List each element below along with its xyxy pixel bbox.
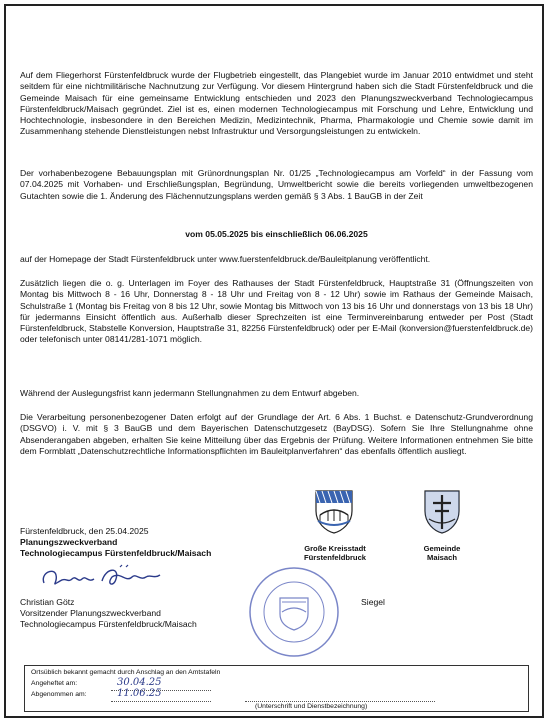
maisach-label-2: Maisach	[427, 553, 457, 562]
paragraph-inspection: Zusätzlich liegen die o. g. Unterlagen im Foyer des Rathauses der Stadt Fürstenfeldbruck, Hauptstraße 31 (Öffnungszeiten von Montag bis Mittwoch 8 - 16 Uhr, Donnerstag 8 - 18 Uhr und Freitag von 8 - 12 Uhr) sowie im Rathaus der Gemeinde Maisach, Schulstraße 1 (Montag bis Freitag von 8 bis 12 Uhr, sowie Montag bis Mittwoch von 13 bis 16 Uhr und donnerstags von 13 bis 18 Uhr) für jedermanns Einsicht öffentlich aus. Außerhalb dieser Sprechzeiten ist eine Terminvereinbarung entweder per Post (Stadt Fürstenfeldbruck, Stabstelle Konversion, Hauptstraße 31, 82256 Fürstenfeldbruck) oder per E-Mail (konversion@fuerstenfeldbruck.de) oder telefonisch unter 08141/281-1071 möglich.	[20, 278, 533, 345]
posting-title: Ortsüblich bekannt gemacht durch Anschlag an den Amtstafeln	[31, 669, 221, 676]
publication-period: vom 05.05.2025 bis einschließlich 06.06.2025	[185, 229, 368, 239]
org-line-1: Planungszweckverband	[20, 537, 118, 547]
removed-date: 11.06.25	[117, 688, 162, 699]
maisach-crest-icon	[423, 489, 461, 535]
paragraph-statements: Während der Auslegungsfrist kann jedermann Stellungnahmen zu dem Entwurf abgeben.	[20, 388, 360, 398]
fuerstenfeldbruck-label-2: Fürstenfeldbruck	[303, 553, 367, 562]
posted-date: 30.04.25	[117, 677, 162, 688]
official-stamp-icon	[246, 564, 342, 660]
signature-caption: (Unterschrift und Dienstbezeichnung)	[255, 703, 368, 710]
maisach-label-1: Gemeinde	[423, 544, 461, 553]
fuerstenfeldbruck-crest-icon	[314, 489, 354, 535]
paragraph-plan-description: Der vorhabenbezogene Bebauungsplan mit Grünordnungsplan Nr. 01/25 „Technologiecampus am Vorfeld“ in der Fassung vom 07.04.2025 mit Vorhaben- und Erschließungsplan, Begründung, Umweltbericht sowie die bereits vorliegenden umweltbezogenen Gutachten sowie die 1. Änderung des Flächennutzungsplans werden gemäß § 3 Abs. 1 BauGB in der Zeit	[20, 168, 533, 201]
signer-role-2: Technologiecampus Fürstenfeldbruck/Maisach	[20, 619, 197, 629]
paragraph-data-protection: Die Verarbeitung personenbezogener Daten erfolgt auf der Grundlage der Art. 6 Abs. 1 Buchst. e Datenschutz-Grundverordnung (DSGVO) i. V. mit § 3 BauGB und dem Bayerischen Datenschutzgesetz (BayDSG). Sofern Sie Ihre Stellungnahme ohne Absenderangaben abgeben, erhalten Sie keine Mitteilung über das Ergebnis der Prüfung. Weitere Informationen entnehmen Sie bitte dem Formblatt „Datenschutzrechtliche Informationspflichten im Bauleitplanverfahren“ das ebenfalls öffentlich ausliegt.	[20, 412, 533, 456]
posted-label: Angeheftet am:	[31, 680, 78, 687]
removed-label: Abgenommen am:	[31, 691, 87, 698]
signer-role-1: Vorsitzender Planungszweckverband	[20, 608, 161, 618]
posting-record-box	[24, 665, 529, 712]
removed-line	[111, 701, 211, 702]
paragraph-background: Auf dem Fliegerhorst Fürstenfeldbruck wurde der Flugbetrieb eingestellt, das Plangebiet wurde im Januar 2010 entwidmet und steht seitdem für eine nichtmilitärische Nachnutzung zur Verfügung. Vor diesem Hintergrund haben sich die Stadt Fürstenfeldbruck und die Gemeinde Maisach für eine gemeinsame Entwicklung entschieden und 2023 den Planungszweckverband Technologiecampus Fürstenfeldbruck/Maisach gegründet. Ziel ist es, einen modernen Technologiecampus mit Forschung und Lehre, Entwicklung und Hochtechnologie, insbesondere in den Bereichen Medizin, Medizintechnik, Pharma, Pharmakologie und Chemie sowie damit im Zusammenhang stehende Dienstleistungen nebst Infrastruktur und Versorgungsleistungen zu entwickeln.	[20, 70, 533, 137]
seal-label: Siegel	[361, 597, 385, 607]
place-date: Fürstenfeldbruck, den 25.04.2025	[20, 526, 149, 536]
signer-name: Christian Götz	[20, 597, 75, 607]
handwritten-signature	[36, 561, 166, 593]
paragraph-homepage: auf der Homepage der Stadt Fürstenfeldbruck unter www.fuerstenfeldbruck.de/Bauleitplanung veröffentlicht.	[20, 254, 431, 264]
signature-line	[245, 701, 435, 702]
org-line-2: Technologiecampus Fürstenfeldbruck/Maisach	[20, 548, 212, 558]
fuerstenfeldbruck-label-1: Große Kreisstadt	[304, 544, 366, 553]
